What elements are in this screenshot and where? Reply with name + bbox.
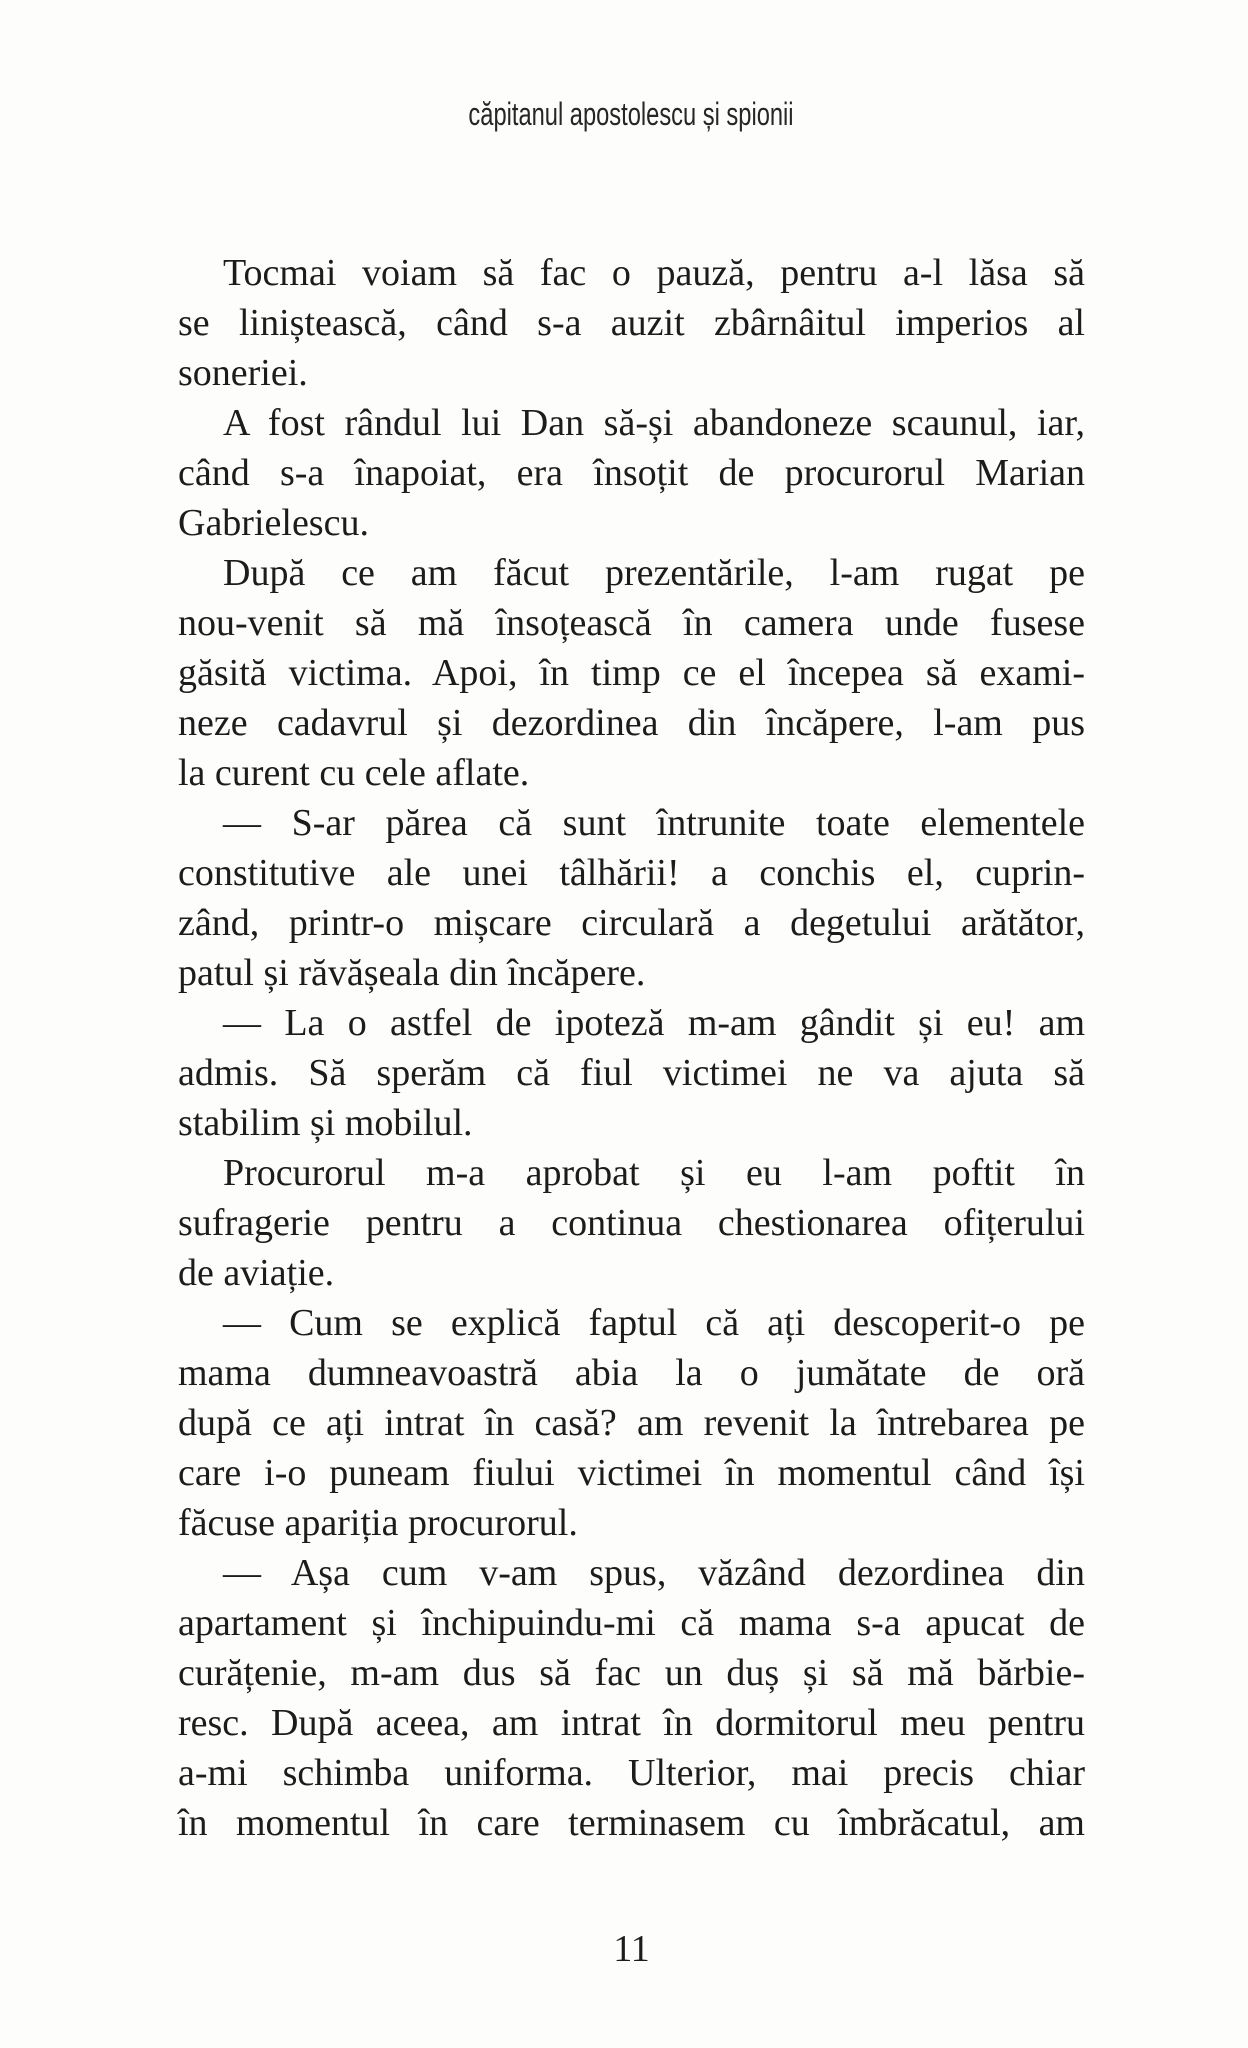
text-line: resc. După aceea, am intrat în dormitorul meu pentru (178, 1702, 1085, 1744)
paragraph (178, 1298, 1085, 1548)
paragraph (178, 1148, 1085, 1298)
paragraph (178, 1548, 1085, 1848)
text-line: apartament și închipuindu-mi că mama s-a apucat de (178, 1602, 1085, 1644)
text-line: care i-o puneam fiului victimei în momentul când își (178, 1452, 1085, 1494)
text-line: mama dumneavoastră abia la o jumătate de oră (178, 1352, 1085, 1394)
text-line: Gabrielescu. (178, 502, 369, 544)
text-line: zând, printr-o mișcare circulară a degetului arătător, (178, 902, 1085, 944)
text-line: de aviație. (178, 1252, 335, 1294)
running-header: căpitanul apostolescu și spionii (468, 96, 794, 132)
text-line: A fost rândul lui Dan să-și abandoneze scaunul, iar, (223, 402, 1085, 444)
text-line: soneriei. (178, 352, 308, 394)
text-line: După ce am făcut prezentările, l-am rugat pe (223, 552, 1085, 594)
text-line: Procurorul m-a aprobat și eu l-am poftit în (223, 1152, 1085, 1194)
text-line: în momentul în care terminasem cu îmbrăcatul, am (178, 1802, 1085, 1844)
text-line: după ce ați intrat în casă? am revenit la întrebarea pe (178, 1402, 1085, 1444)
text-line: Tocmai voiam să fac o pauză, pentru a-l lăsa să (223, 252, 1085, 294)
text-line: stabilim și mobilul. (178, 1102, 473, 1144)
text-line: când s-a înapoiat, era însoțit de procurorul Marian (178, 452, 1085, 494)
text-line: a-mi schimba uniforma. Ulterior, mai precis chiar (178, 1752, 1085, 1794)
text-line: — La o astfel de ipoteză m-am gândit și eu! am (223, 1002, 1085, 1044)
text-line: — Așa cum v-am spus, văzând dezordinea din (223, 1552, 1085, 1594)
page-number: 11 (613, 1928, 650, 1970)
text-line: — Cum se explică faptul că ați descoperit-o pe (223, 1302, 1085, 1344)
text-line: admis. Să sperăm că fiul victimei ne va ajuta să (178, 1052, 1085, 1094)
body-text-block (178, 248, 1085, 1848)
text-line: — S-ar părea că sunt întrunite toate elementele (223, 802, 1085, 844)
text-line: patul și răvășeala din încăpere. (178, 952, 646, 994)
text-line: sufragerie pentru a continua chestionarea ofițerului (178, 1202, 1085, 1244)
paragraph (178, 798, 1085, 998)
text-line: găsită victima. Apoi, în timp ce el începea să exami- (178, 652, 1085, 694)
text-line: neze cadavrul și dezordinea din încăpere, l-am pus (178, 702, 1085, 744)
text-line: făcuse apariția procurorul. (178, 1502, 578, 1544)
text-line: nou-venit să mă însoțească în camera unde fusese (178, 602, 1085, 644)
paragraph (178, 248, 1085, 398)
paragraph (178, 548, 1085, 798)
text-line: se liniștească, când s-a auzit zbârnâitul imperios al (178, 302, 1085, 344)
text-line: curățenie, m-am dus să fac un duș și să mă bărbie- (178, 1652, 1085, 1694)
text-line: la curent cu cele aflate. (178, 752, 530, 794)
text-line: constitutive ale unei tâlhării! a conchis el, cuprin- (178, 852, 1085, 894)
paragraph (178, 998, 1085, 1148)
paragraph (178, 398, 1085, 548)
